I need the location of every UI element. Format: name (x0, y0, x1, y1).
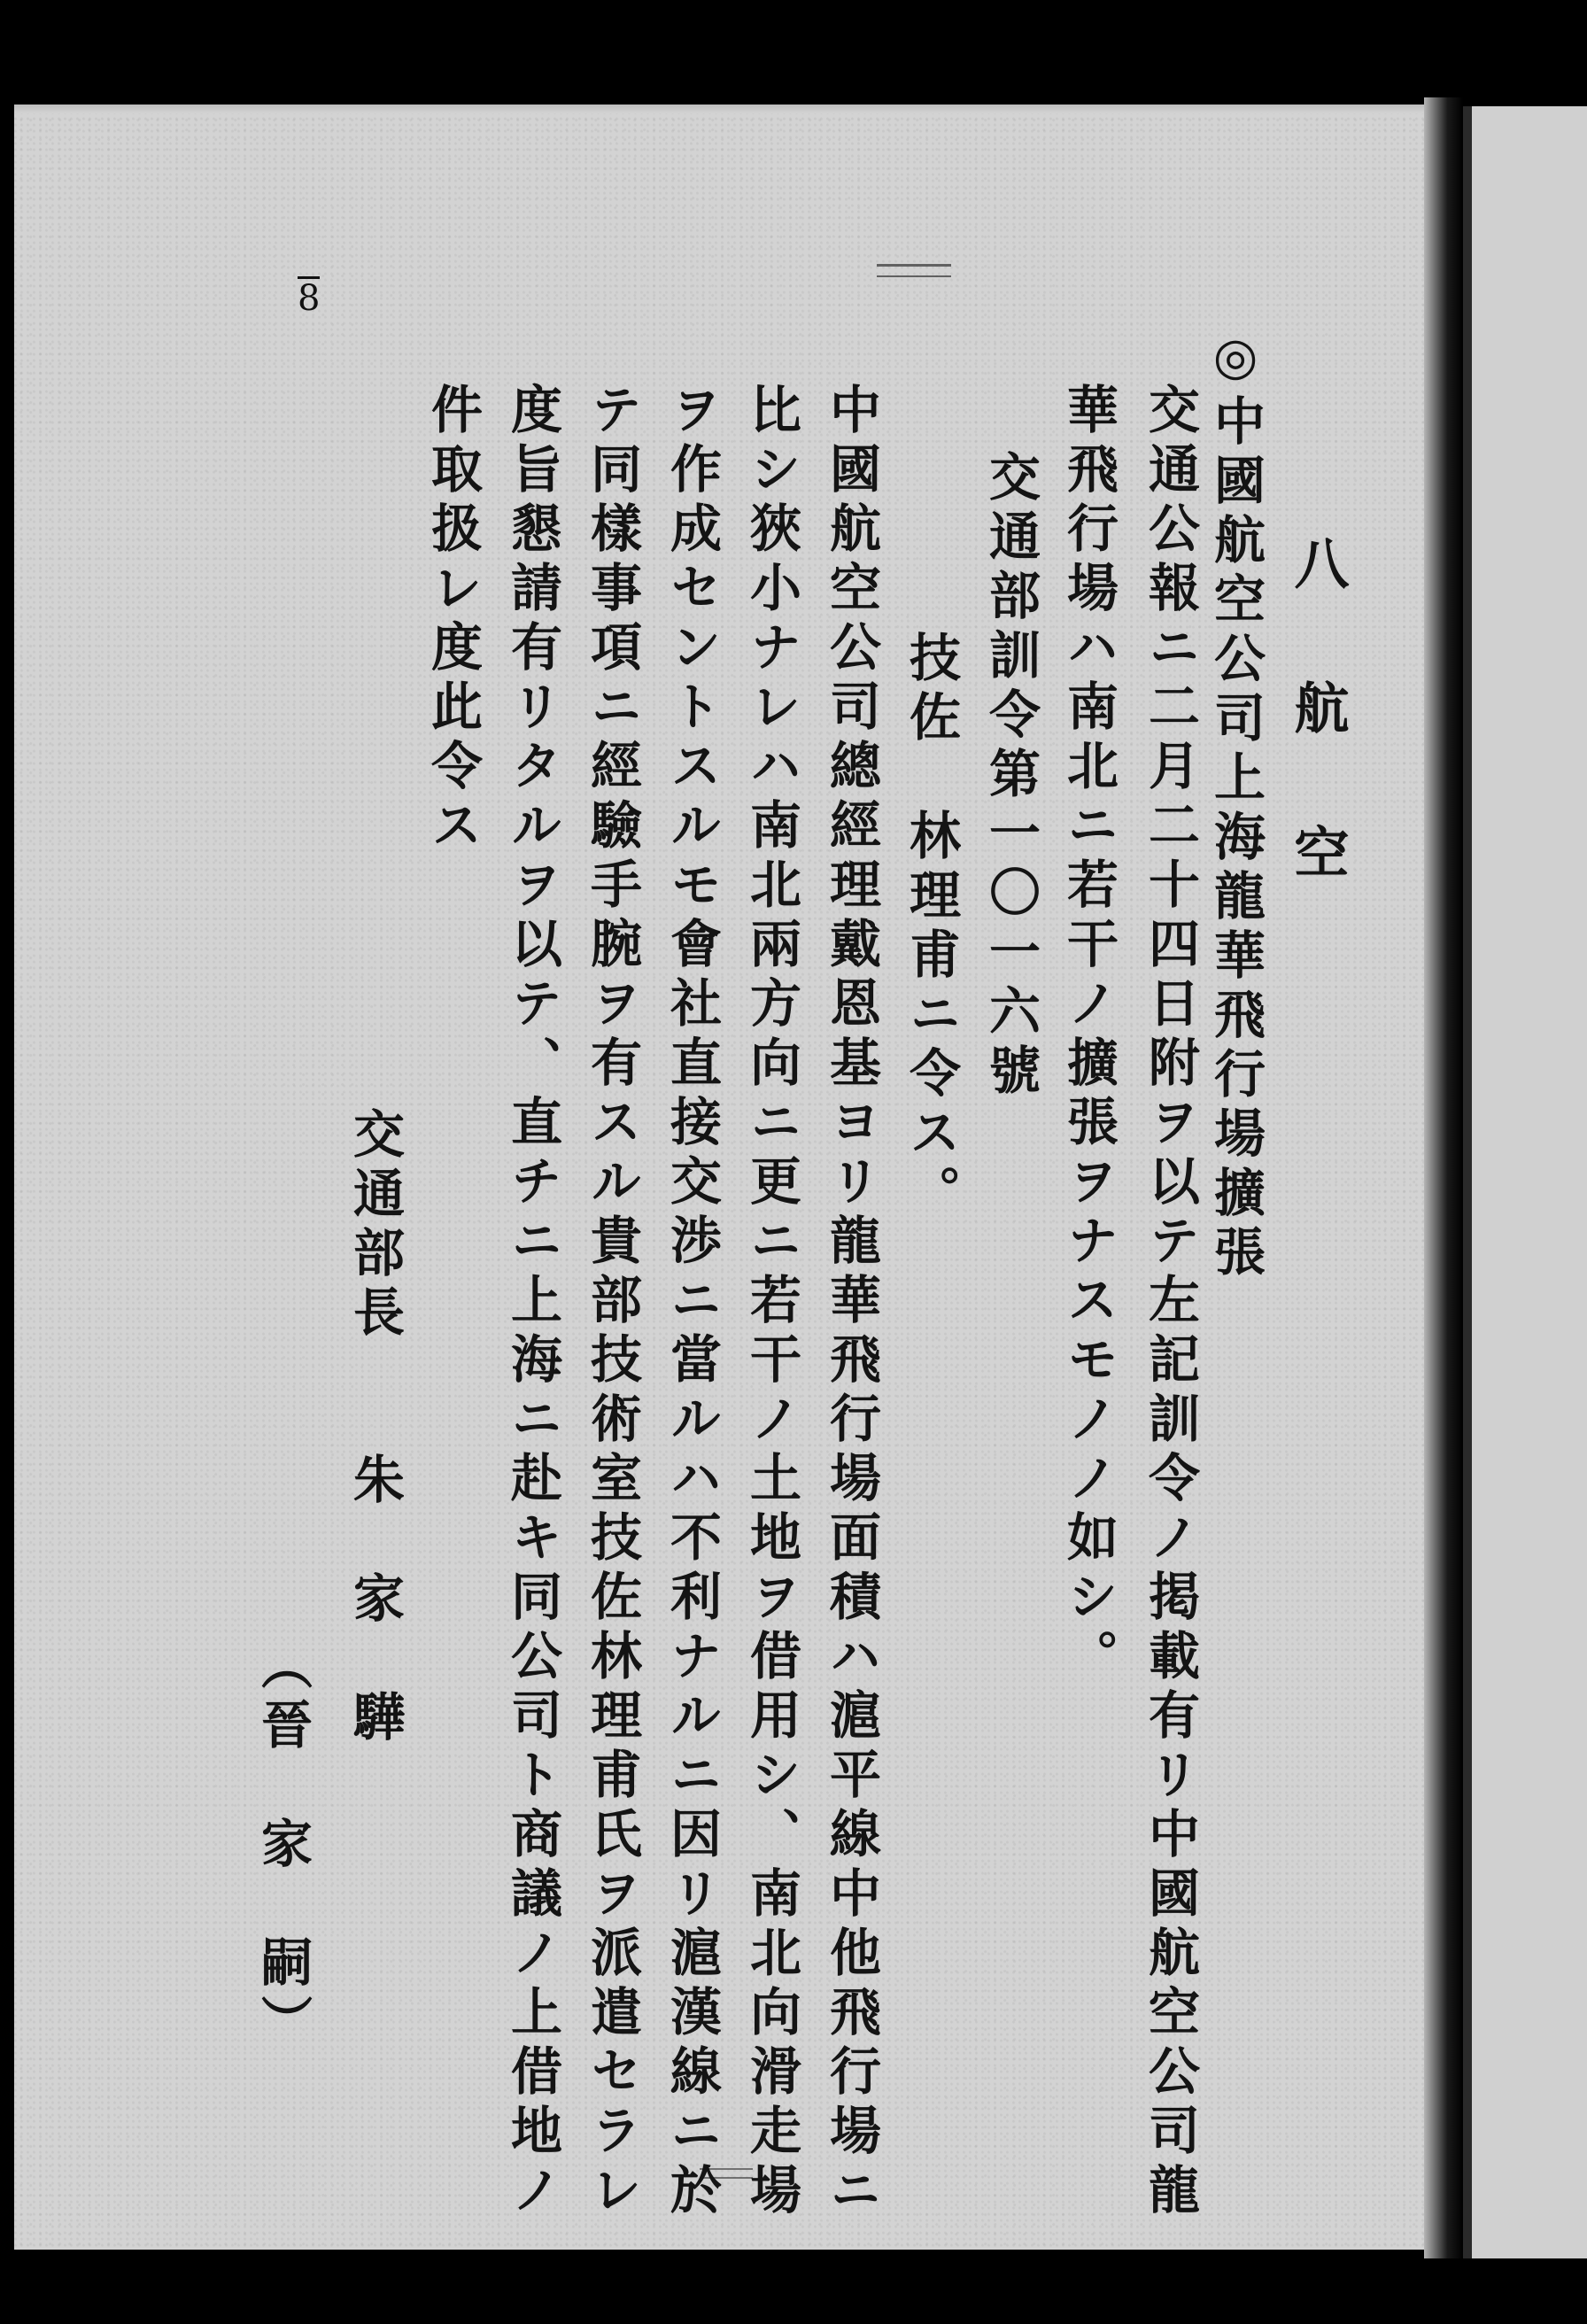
body-line-1: 交通公報ニ二月二十四日附ヲ以テ左記訓令ノ掲載有リ中國航空公司龍 (1140, 383, 1200, 2222)
header-ornament (877, 264, 951, 277)
adjacent-page-edge (1463, 106, 1587, 2258)
body-line-6: 比シ狹小ナレハ南北兩方向ニ更ニ若干ノ土地ヲ借用シ、南北向滑走場 (741, 383, 801, 2222)
body-line-2: 華飛行場ハ南北ニ若干ノ擴張ヲナスモノノ如シ。 (1058, 383, 1119, 1688)
body-line-9: 度旨懇請有リタルヲ以テ、直チニ上海ニ赴キ同公司ト商議ノ上借地ノ (502, 383, 562, 2222)
body-line-10: 件取扱レ度此令ス (422, 383, 483, 857)
book-gutter (1424, 97, 1463, 2258)
body-line-7: ヲ作成セントスルモ會社直接交渉ニ當ルハ不利ナルニ因リ滬漢線ニ於 (662, 383, 722, 2222)
body-line-8: テ同樣事項ニ經驗手腕ヲ有スル貴部技術室技佐林理甫氏ヲ派遣セラレ (582, 383, 642, 2222)
source-note: （晉 家 嗣） (252, 1638, 313, 2054)
article-title: ◎中國航空公司上海龍華飛行場擴張 (1205, 326, 1266, 1284)
page-number: 8 (298, 278, 321, 319)
page-top-edge (14, 105, 1424, 113)
signatory-title: 交通部長 (344, 1107, 405, 1344)
body-line-5: 中國航空公司總經理戴恩基ヨリ龍華飛行場面積ハ滬平線中他飛行場ニ (821, 383, 881, 2222)
order-addressee: 技佐 林理甫ニ令ス。 (901, 631, 961, 1224)
order-number: 交通部訓令第一〇一六號 (980, 450, 1041, 1103)
section-heading: 八 航 空 (1285, 535, 1350, 891)
signatory-name: 朱 家 驊 (344, 1452, 405, 1749)
